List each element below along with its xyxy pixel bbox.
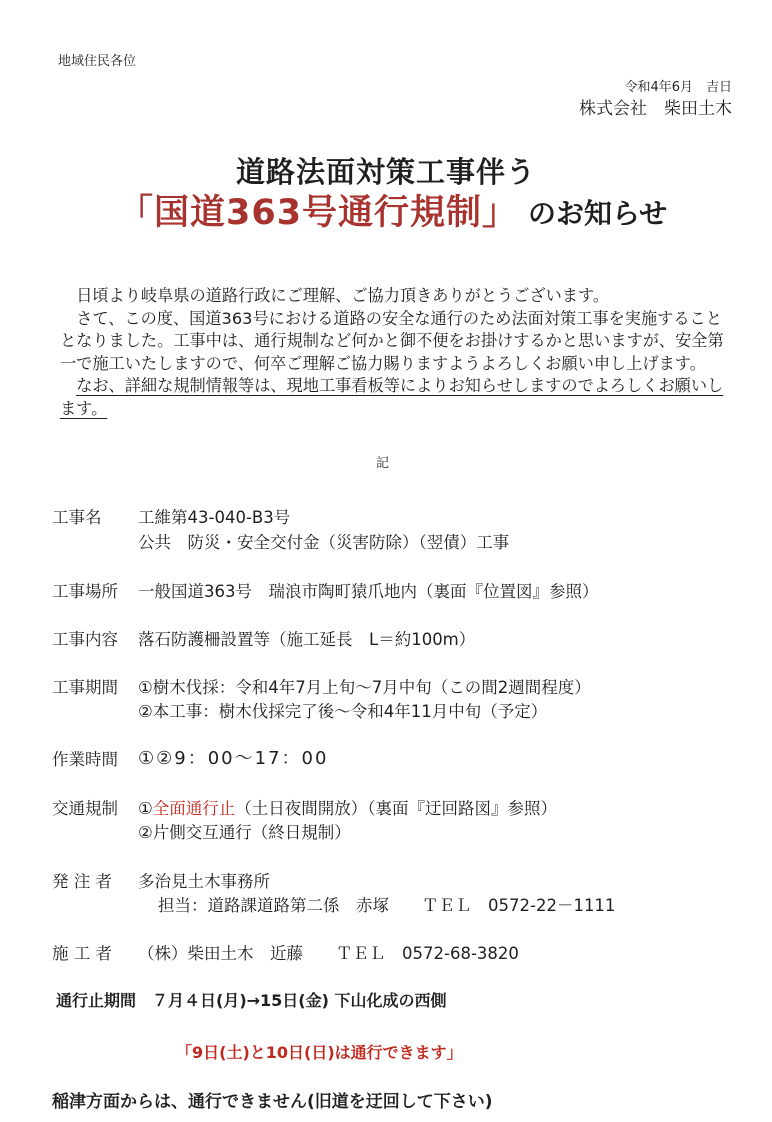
intro-p3-text: なお、詳細な規制情報等は、現地工事看板等によりお知らせしますのでよろしくお願いします。 xyxy=(60,376,724,418)
intro-p2: さて、この度、国道363号における道路の安全な通行のため法面対策工事を実施することとなりました。工事中は、通行規制など何かと御不便をお掛けするかと思いますが、安全第一で施工いたしますので、何卒ご理解ご協力賜りますようよろしくお願い申し上げます。 xyxy=(60,308,724,373)
construction-place-value: 一般国道363号 瑞浪市陶町猿爪地内（裏面『位置図』参照） xyxy=(138,582,599,601)
construction-period-line1: ①樹木伐採：令和4年7月上旬～7月中旬（この間2週間程度） xyxy=(138,678,591,697)
work-hours-label: 作業時間 xyxy=(52,750,118,769)
construction-name-line1: 工維第43-040-B3号 xyxy=(138,508,291,527)
traffic-regulation-line2: ②片側交互通行（終日規制） xyxy=(138,823,351,842)
construction-place-label: 工事場所 xyxy=(52,582,118,601)
orderer-office: 多治見土木事務所 xyxy=(138,872,270,891)
construction-period-line2: ②本工事：樹木伐採完了後～令和4年11月中旬（予定） xyxy=(138,702,548,721)
closure-open-days: 「9日(土)と10日(日)は通行できます」 xyxy=(176,1043,463,1062)
traffic-line1-prefix: ① xyxy=(138,799,153,818)
construction-name-label: 工事名 xyxy=(52,508,102,527)
intro-p1: 日頃より岐阜県の道路行政にご理解、ご協力頂きありがとうございます。 xyxy=(76,286,610,305)
orderer-label: 発 注 者 xyxy=(52,872,112,891)
construction-period-label: 工事期間 xyxy=(52,678,118,697)
construction-content-label: 工事内容 xyxy=(52,630,118,649)
closure-period: 通行止期間 ７月４日(月)→15日(金) 下山化成の西側 xyxy=(56,991,447,1010)
title-line2-highlight: 「国道363号通行規制」 xyxy=(118,193,519,233)
closure-detour-note: 稲津方面からは、通行できません(旧道を迂回して下さい) xyxy=(52,1092,493,1112)
intro-paragraphs xyxy=(60,285,730,421)
traffic-regulation-label: 交通規制 xyxy=(52,799,118,818)
construction-name-line2: 公共 防災・安全交付金（災害防除）（翌債）工事 xyxy=(138,533,510,552)
title-line2-suffix: のお知らせ xyxy=(528,197,668,230)
traffic-line1-rest: （土日夜間開放）（裏面『迂回路図』参照） xyxy=(235,799,558,818)
contractor-label: 施 工 者 xyxy=(52,944,112,963)
construction-content-value: 落石防護柵設置等（施工延長 L＝約100m） xyxy=(138,630,476,649)
orderer-contact: 担当：道路課道路第二係 赤塚 ＴＥＬ 0572-22－1111 xyxy=(158,896,616,915)
addressee: 地域住民各位 xyxy=(58,54,137,69)
intro-p3 xyxy=(60,375,730,420)
contractor-contact: （株）柴田土木 近藤 ＴＥＬ 0572-68-3820 xyxy=(138,944,519,963)
issue-date: 令和4年6月 吉日 xyxy=(624,80,732,95)
traffic-regulation-line1 xyxy=(138,795,557,819)
work-hours-value: ①②9：00～17：00 xyxy=(138,748,329,769)
title-line1: 道路法面対策工事伴う xyxy=(235,155,536,189)
ki-heading: 記 xyxy=(376,456,390,471)
full-closure-text: 全面通行止 xyxy=(152,799,236,818)
company-name: 株式会社 柴田土木 xyxy=(579,99,732,119)
